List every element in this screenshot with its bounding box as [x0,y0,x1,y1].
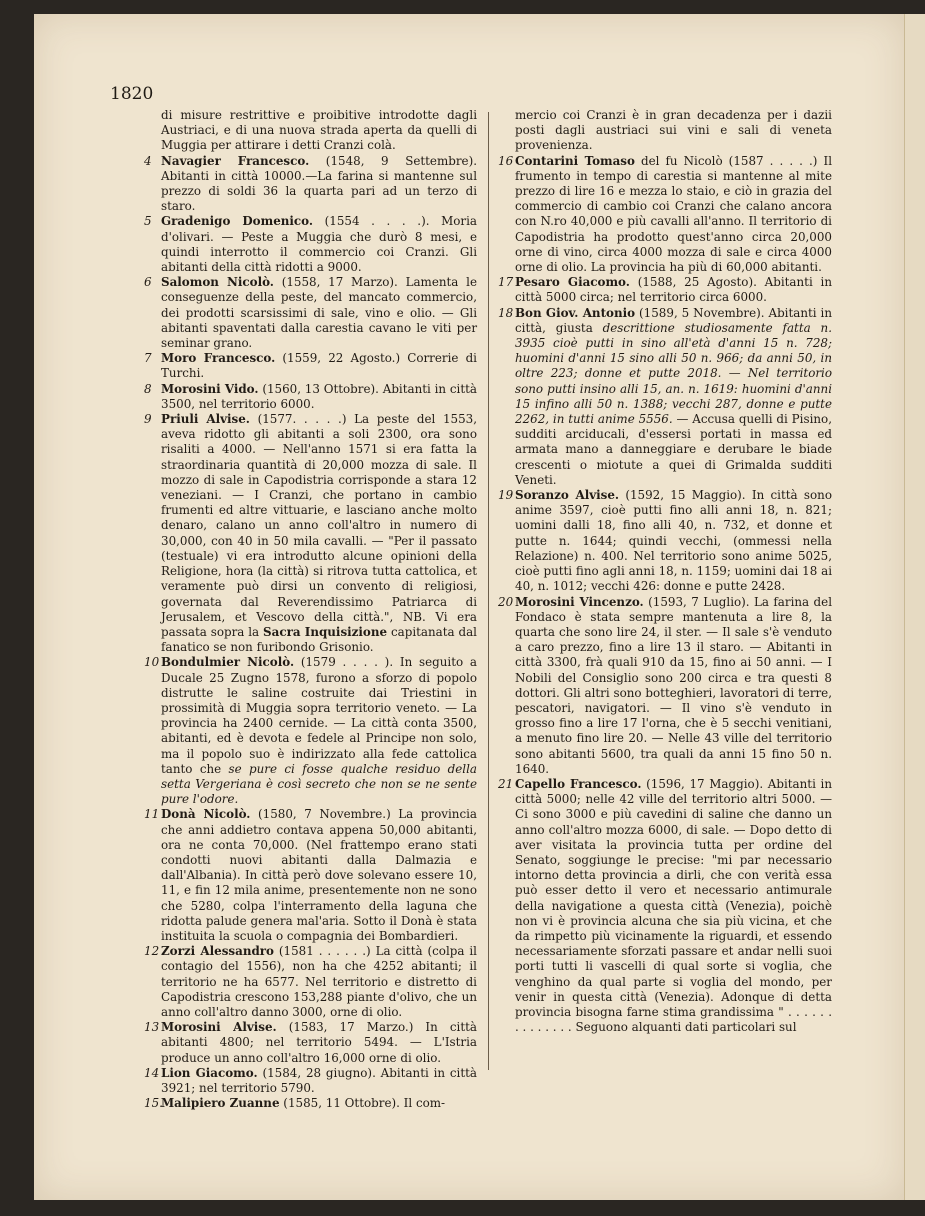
page-number: 1820 [110,84,154,104]
entry-number: 9 [144,412,152,427]
entry-italic-text: descrittione studiosamente fatta n. 3935 cioè putti in sino all'età d'anni 15 n. 728; huomini d'anni 15 sino alli 50 n. 966; da anni 50, in oltre 223; donne et putte 2018. — Nel territorio sono putti insino alli 15, an. n. 1619: huomini d'anni 15 infino alli 50 n. 1388; vecchi 287, donne e putte 2262, in tutti anime 5556. [515,320,832,427]
entry-name: Morosini Vincenzo. [515,594,644,609]
entry-number: 21 [498,776,514,791]
entry-number: 6 [144,275,152,290]
entry-italic-text: se pure ci fosse qualche residuo della setta Vergeriana è così secreto che non se ne sente pure l'odore. [161,761,477,807]
entry-name: Moro Francesco. [161,351,276,366]
entry-number: 4 [144,153,152,168]
entry-name: Bon Giov. Antonio [515,305,636,320]
entry-number: 8 [144,381,152,396]
entry-19 [498,488,832,594]
entry-number: 18 [498,305,514,320]
entry-text: (1560, 13 Ottobre). Abitanti in città 3500, nel territorio 6000. [161,381,477,411]
entry-name: Donà Nicolò. [161,807,251,822]
entry-number: 11 [144,807,160,822]
entry-name: Contarini Tomaso [515,153,635,168]
entry-text: (1588, 25 Agosto). Abitanti in città 5000 circa; nel territorio circa 6000. [515,275,833,305]
entry-6 [144,275,477,351]
entry-number: 12 [144,944,160,959]
entry-text: (1558, 17 Marzo). Lamenta le conseguenze della peste, del mancato commercio, dei prodotti scarsissimi di sale, vino e olio. — Gli abitanti spaventati dalla carestia cavano le viti per seminar grano. [161,275,477,351]
entry-13 [144,1020,477,1066]
entry-text: (1585, 11 Ottobre). Il com- [279,1096,446,1111]
entry-12 [144,944,477,1020]
entry-number: 5 [144,214,152,229]
entry-number: 17 [498,275,514,290]
left-column [144,108,477,1111]
adjacent-page-edge [904,14,925,1200]
entry-text-tail: capitanata dal fanatico se non furibondo Grisonio. [161,624,477,655]
entry-text: (1581 . . . . . .) La città (colpa il contagio del 1556), non ha che 4252 abitanti; il territorio ne ha 6577. Nel territorio e distretto di Capodistria crescono 153,288 piante d'olivo, che un anno coll'altro danno 3000, orne di olio. [161,944,477,1019]
entry-number: 14 [144,1065,160,1080]
entry-number: 7 [144,351,152,366]
entry-name: Pesaro Giacomo. [515,275,630,290]
entry-number: 10 [144,655,160,670]
entry-18 [498,306,832,488]
entry-name: Malipiero Zuanne [161,1096,280,1111]
entry-name: Lion Giacomo. [161,1065,258,1080]
entry-9 [144,412,477,655]
entry-4 [144,154,477,215]
entry-8 [144,382,477,412]
entry-number: 16 [498,153,514,168]
left-column-intro: di misure restrittive e proibitive introdotte dagli Austriaci, e di una nuova strada aperta da quelli di Muggia per attirare i detti Cranzi colà. [161,108,477,153]
entry-name: Morosini Alvise. [161,1020,277,1035]
entry-text: (1584, 28 giugno). Abitanti in città 3921; nel territorio 5790. [161,1065,477,1095]
entry-14 [144,1066,477,1096]
entry-text-tail: — Accusa quelli di Pisino, sudditi arciducali, d'essersi portati in massa ed armata mano a danneggiare e derubare le biade crescenti o miotute a quei di Grimalda sudditi Veneti. [515,412,832,487]
entry-name: Gradenigo Domenico. [161,214,314,229]
entry-text: (1589, 5 Novembre). Abitanti in città, giusta [515,305,832,335]
right-column [498,108,832,1035]
entry-17 [498,275,832,305]
entry-name: Bondulmier Nicolò. [161,655,295,670]
entry-bold-text: Sacra Inquisizione [263,624,388,639]
entry-16 [498,154,832,276]
entry-name: Morosini Vido. [161,381,259,396]
entry-name: Soranzo Alvise. [515,488,620,503]
entry-21 [498,777,832,1035]
entry-text: (1548, 9 Settembre). Abitanti in città 10000.—La farina si mantenne sul prezzo di soldi 36 la quarta pari ad un terzo di staro. [161,153,477,214]
entry-text: (1593, 7 Luglio). La farina del Fondaco è stata sempre mantenuta a lire 8, la quarta che sono lire 24, il ster. — Il sale s'è venduto a caro prezzo, fino a lire 13 il staro. — Abitanti in città 3300, frà quali 910 da 15, fino ai 50 anni. — I Nobili del Consiglio sono 200 circa e tra questi 8 dottori. Gli altri sono botteghieri, lavoratori di terre, pescatori, navigatori. — Il vino s'è venduto in grosso fino a lire 17 l'orna, che è 5 secchi venitiani, a menuto fino lire 20. — Nelle 43 ville del territorio sono abitanti 5600, tra quali da anni 15 fino 50 n. 1640. [515,594,833,776]
entry-name: Priuli Alvise. [161,412,250,427]
entry-text: (1596, 17 Maggio). Abitanti in città 5000; nelle 42 ville del territorio altri 5000. — Ci sono 3000 e più cavedini di saline che danno un anno coll'altro mozza 6000, di sale. — Dopo detto di aver visitata la provincia tutta per ordine del Senato, soggiunge le precise: "mi par necessario intorno detta provincia a dirli, che con verità essa può esser detto il vero et necessario antimurale della navigatione a questa città (Venezia), poichè non vi è provincia alcuna che sia più vicina, et che da rimpetto più vicinamente la riguardi, et essendo necessariamente sforzati passare et andar nelli suoi porti tutti li vascelli di qual sorte si voglia, che venghino da qual parte si voglia del mondo, per venir in questa città (Venezia). Adonque di detta provincia bisogna farne stima grandissima " . . . . . . . . . . . . . . Seguono alquanti dati particolari sul [515,776,832,1035]
entry-number: 13 [144,1020,160,1035]
entry-number: 20 [498,594,514,609]
entry-10 [144,655,477,807]
entry-text: (1559, 22 Agosto.) Correrie di Turchi. [161,351,477,381]
entry-15 [144,1096,477,1111]
entry-name: Salomon Nicolò. [161,275,274,290]
entry-number: 15. [144,1096,163,1111]
entry-text: (1592, 15 Maggio). In città sono anime 3597, cioè putti fino alli anni 18, n. 821; uomini dalli 18, fino alli 40, n. 732, et donne et putte n. 1644; quindi vecchi, (ommessi nella Relazione) n. 400. Nel territorio sono anime 5025, cioè putti fino agli anni 18, n. 1159; uomini dai 18 ai 40, n. 1012; vecchi 426: donne e putte 2428. [515,488,832,594]
right-column-intro: mercio coi Cranzi è in gran decadenza per i dazii posti dagli austriaci sui vini e sali di veneta provenienza. [515,108,832,153]
entry-number: 19 [498,488,514,503]
entry-text: (1554 . . . .). Moria d'olivari. — Peste a Muggia che durò 8 mesi, e quindi interrotto il commercio coi Cranzi. Gli abitanti della città ridotti a 9000. [161,214,477,275]
entry-name: Capello Francesco. [515,776,642,791]
entry-text: del fu Nicolò (1587 . . . . .) Il frumento in tempo di carestia si mantenne al mite prezzo di lire 16 e mezza lo staio, e ciò in grazia del commercio di cambio coi Cranzi che calano ancora con N.ro 40,000 e più cavalli all'anno. Il territorio di Capodistria ha prodotto quest'anno circa 20,000 orne di vino, circa 4000 mozza di sale e circa 4000 orne di olio. La provincia ha più di 60,000 abitanti. [515,153,832,275]
entry-name: Zorzi Alessandro [161,944,274,959]
entry-text: (1583, 17 Marzo.) In città abitanti 4800; nel territorio 5494. — L'Istria produce un anno coll'altro 16,000 orne di olio. [161,1020,477,1065]
entry-7 [144,351,477,381]
entry-text: (1577. . . . .) La peste del 1553, aveva ridotto gli abitanti a soli 2300, ora sono risaliti a 4000. — Nell'anno 1571 si era fatta la straordinaria quantità di 20,000 mozza di sale. Il mozzo di sale in Capodistria corrisponde a stara 12 veneziani. — I Cranzi, che portano in cambio frumenti ed altre vittuarie, e lasciano anche molto denaro, calano un anno coll'altro in numero di 30,000, con 40 in 50 mila cavalli. — "Per il passato (testuale) vi era introdutto alcune opinioni della Religione, hora (la città) si ritrova tutta cattolica, et veramente può dirsi un convento di religiosi, governata dal Reverendissimo Patriarca di Jerusalem, et Vescovo della città.", NB. Vi era passata sopra la [161,412,477,639]
entry-5 [144,214,477,275]
entry-11 [144,807,477,944]
entry-text: (1580, 7 Novembre.) La provincia che anni addietro contava appena 50,000 abitanti, ora ne conta 70,000. (Nel frattempo erano stati condotti nuovi abitanti dalla Dalmazia e dall'Albania). In città però dove solevano essere 10, 11, e fin 12 mila anime, presentemente non ne sono che 5280, colpa l'interramento della laguna che ridotta palude genera mal'aria. Sotto il Donà è stata instituita la scuola o compagnia dei Bombardieri. [161,807,477,943]
entry-name: Navagier Francesco. [161,153,310,168]
entry-20 [498,595,832,777]
entry-text: (1579 . . . . ). In seguito a Ducale 25 Zugno 1578, furono a sforzo di popolo distrutte le saline costruite dai Triestini in prossimità di Muggia sopra territorio veneto. — La provincia ha 2400 cernide. — La città conta 3500, abitanti, ed è devota e fedele al Principe non solo, ma il popolo suo è indirizzato alla fede cattolica tanto che [161,655,477,776]
column-divider [488,112,489,1070]
